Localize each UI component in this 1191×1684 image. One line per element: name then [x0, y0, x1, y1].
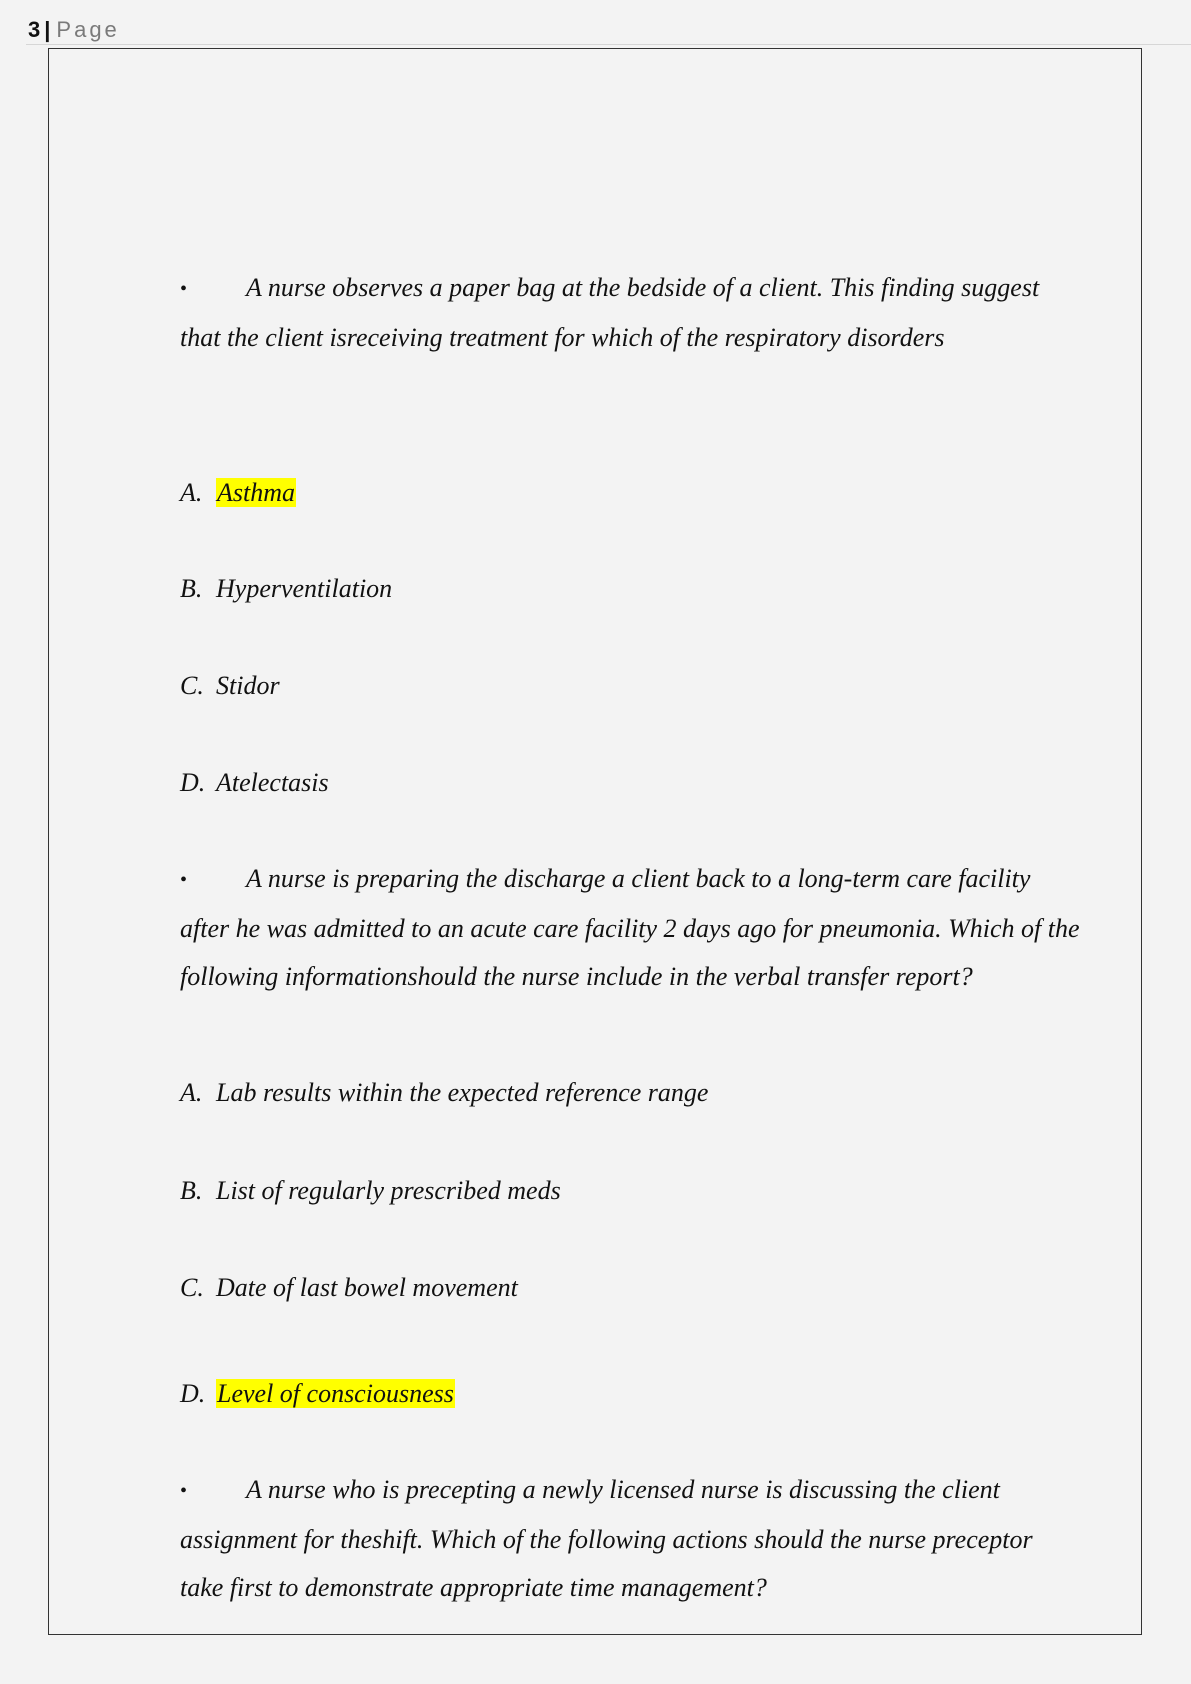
question-2-option-c — [180, 1271, 518, 1305]
option-letter: B. — [180, 574, 203, 603]
option-letter: C. — [180, 671, 204, 700]
option-letter: D. — [180, 1379, 206, 1408]
page-number: 3 — [28, 17, 41, 42]
page-header — [28, 16, 120, 44]
option-text: List of regularly prescribed meds — [216, 1176, 561, 1205]
option-text: Date of last bowel movement — [216, 1273, 518, 1302]
option-text-highlighted: Level of consciousness — [217, 1379, 454, 1408]
bullet-icon: • — [180, 1480, 188, 1502]
option-text: Atelectasis — [216, 768, 329, 797]
header-separator: | — [44, 17, 51, 42]
question-2-option-d — [180, 1377, 455, 1411]
option-letter: A. — [180, 478, 203, 507]
question-1-text: A nurse observes a paper bag at the bedside of a client. This finding suggest that the client isreceiving treatment for which of the respiratory disorders — [180, 273, 1040, 352]
question-2 — [180, 855, 1080, 1002]
option-text-highlighted: Asthma — [217, 478, 295, 507]
question-1-option-a — [180, 476, 296, 510]
option-letter: A. — [180, 1078, 203, 1107]
option-letter: B. — [180, 1176, 203, 1205]
page-label: Page — [56, 17, 120, 42]
question-2-text: A nurse is preparing the discharge a client back to a long-term care facility after he was admitted to an acute care facility 2 days ago for pneumonia. Which of the following informationshould the nurse include in the verbal transfer report? — [180, 864, 1080, 991]
bullet-icon: • — [180, 278, 188, 300]
question-2-option-a — [180, 1076, 708, 1110]
question-1-option-d — [180, 766, 329, 800]
option-text: Stidor — [216, 671, 280, 700]
question-1-option-c — [180, 669, 280, 703]
header-rule — [26, 44, 1191, 45]
bullet-icon: • — [180, 869, 188, 891]
question-3-text: A nurse who is precepting a newly licensed nurse is discussing the client assignment for theshift. Which of the following actions should the nurse preceptor take first to demonstrate appropriate time management? — [180, 1475, 1033, 1602]
option-letter: D. — [180, 768, 206, 797]
question-2-option-b — [180, 1174, 561, 1208]
option-text: Lab results within the expected reference range — [216, 1078, 709, 1107]
option-letter: C. — [180, 1273, 204, 1302]
question-3 — [180, 1466, 1080, 1613]
option-text: Hyperventilation — [216, 574, 393, 603]
question-1-option-b — [180, 572, 392, 606]
question-1 — [180, 264, 1080, 362]
